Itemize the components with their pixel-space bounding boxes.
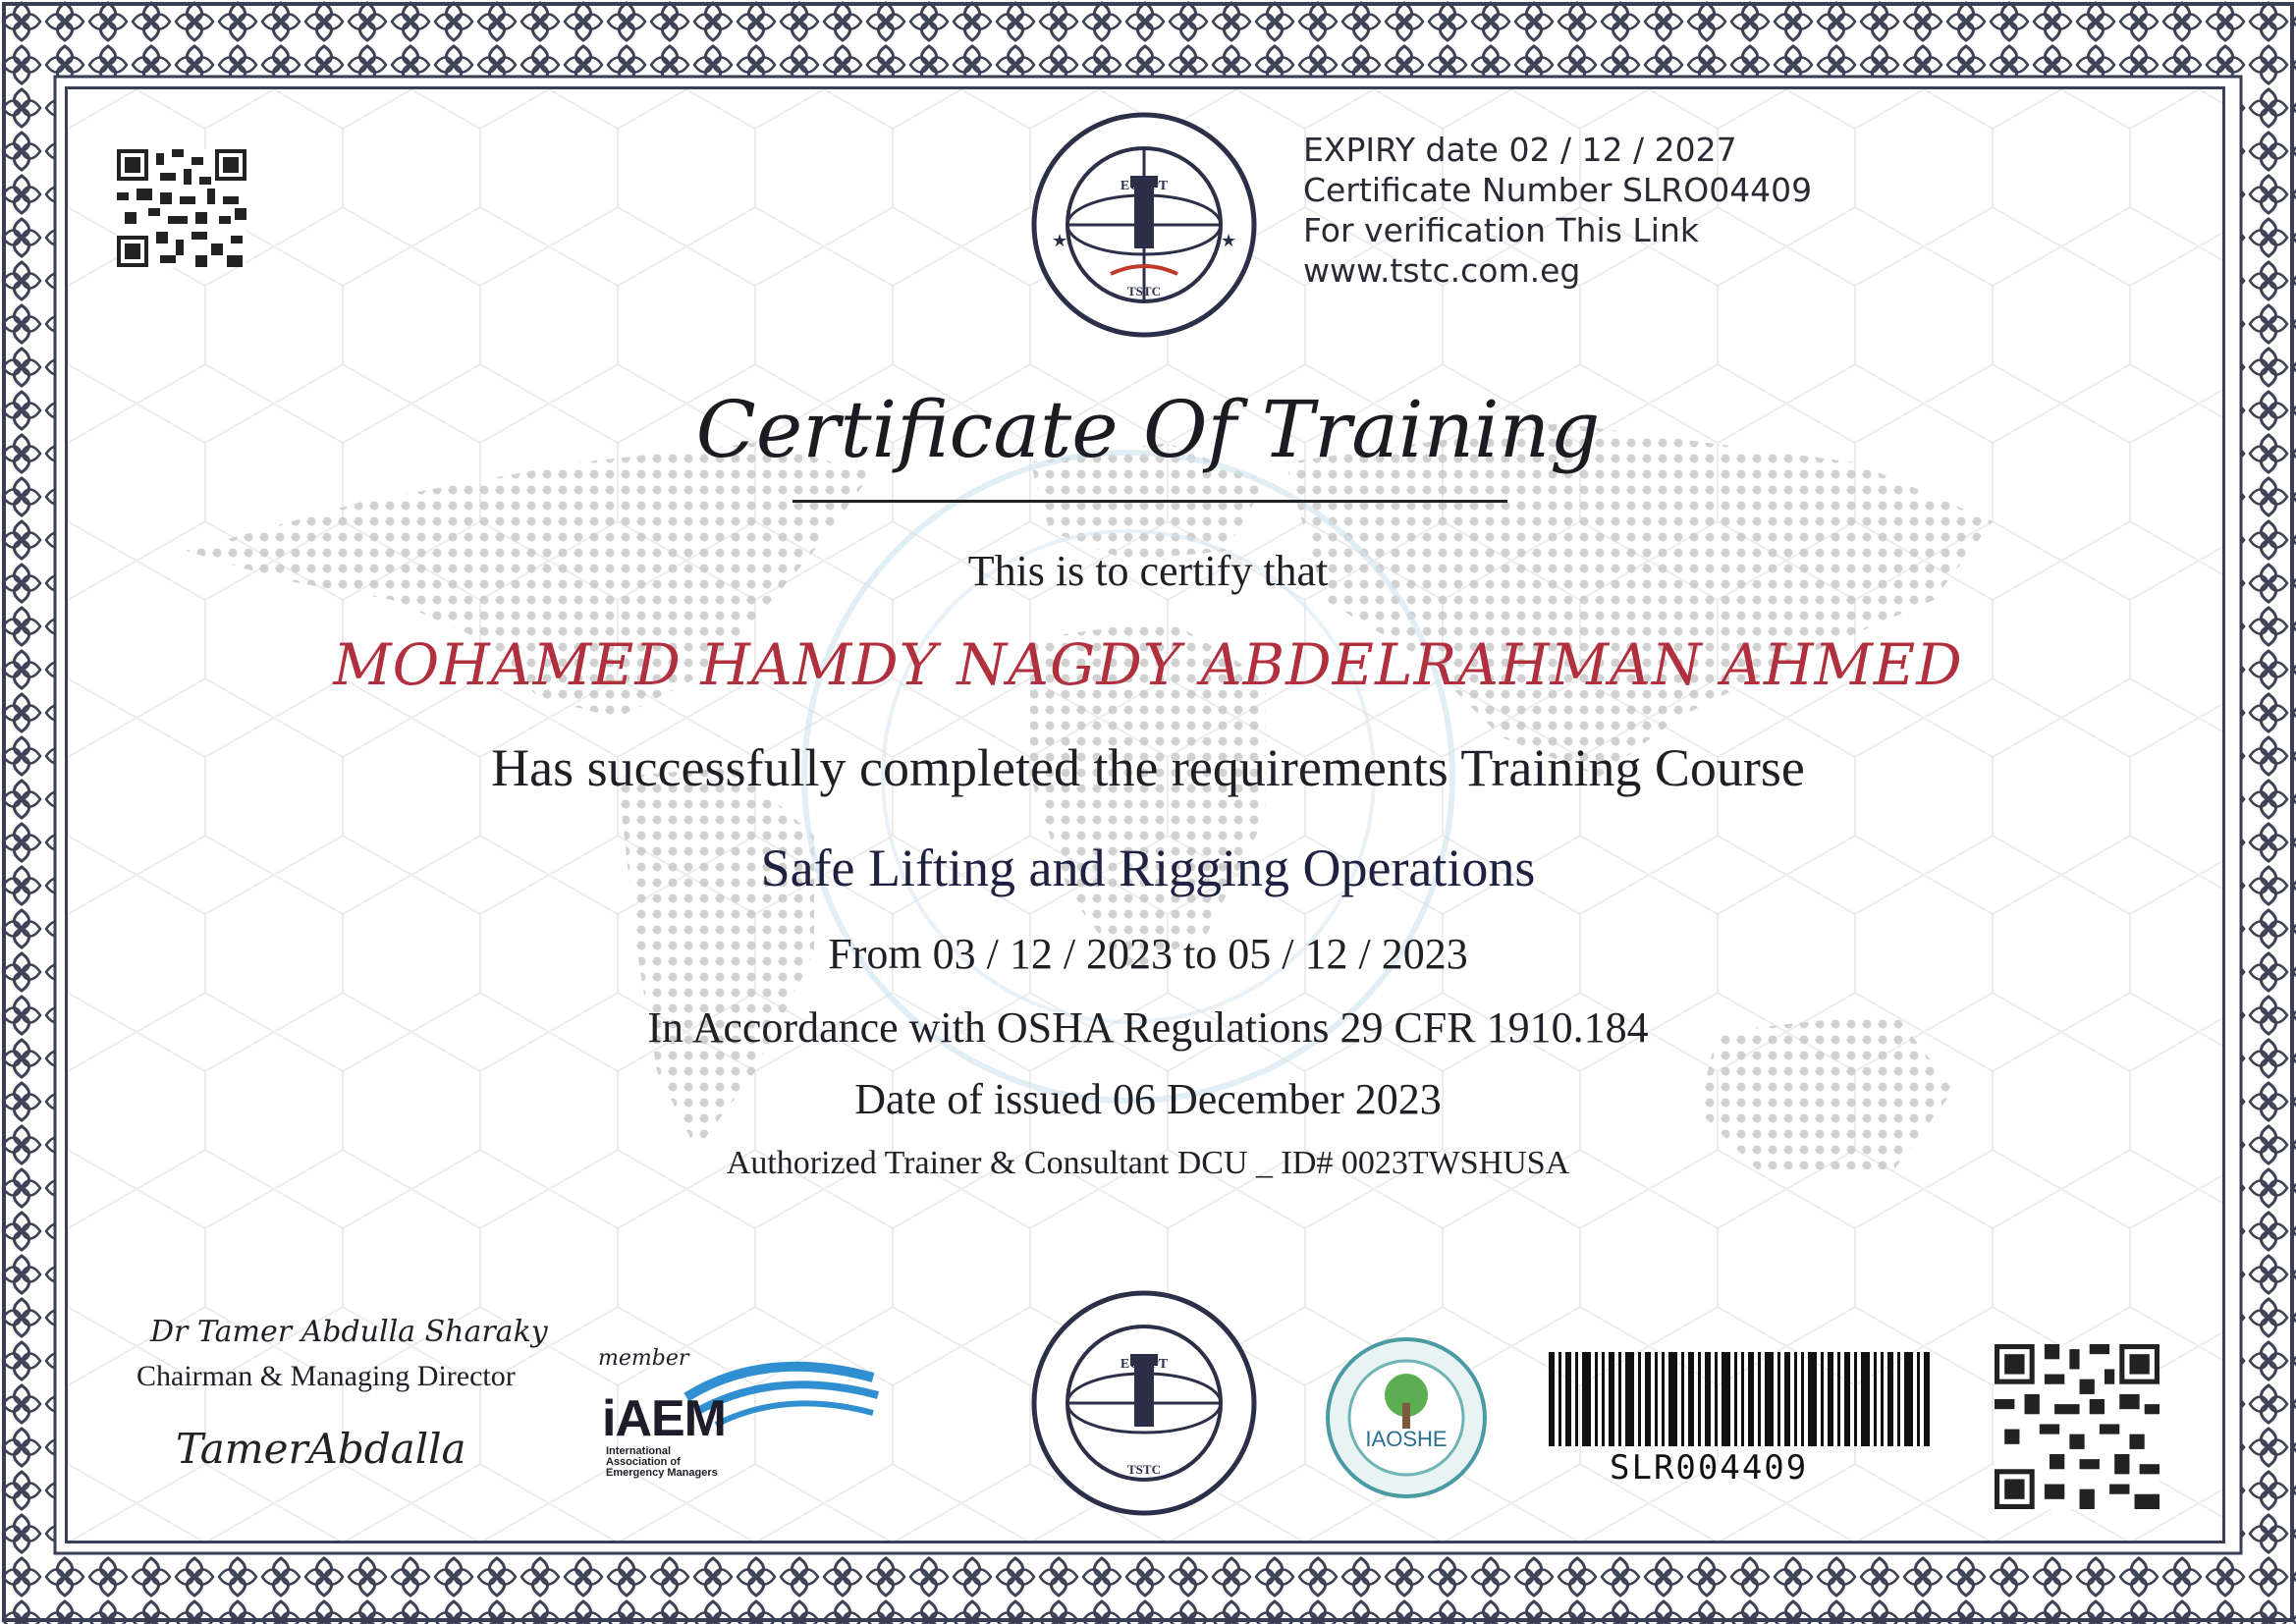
svg-text:EGYPT: EGYPT (1120, 1357, 1169, 1372)
iaem-acronym: iAEM (602, 1390, 726, 1447)
expiry-date: EXPIRY date 02 / 12 / 2027 (1303, 131, 1737, 169)
iaoshe-logo (1323, 1334, 1490, 1501)
barcode-text: SLR004409 (1610, 1448, 1809, 1488)
iaoshe-acronym: IAOSHE (1365, 1427, 1448, 1451)
completion-line: Has successfully completed the requirements Training Course (491, 738, 1805, 797)
tstc-logo-top (1028, 109, 1260, 341)
signature: TamerAbdalla (176, 1425, 466, 1473)
qr-code-bottom (1995, 1344, 2159, 1509)
course-dates: From 03 / 12 / 2023 to 05 / 12 / 2023 (828, 930, 1468, 978)
issue-date: Date of issued 06 December 2023 (854, 1075, 1442, 1123)
qr-code-top (117, 148, 246, 268)
svg-text:EGYPT: EGYPT (1120, 179, 1169, 193)
iaem-caption: International Association of Emergency Managers (606, 1445, 718, 1479)
trainer-id: Authorized Trainer & Consultant DCU _ ID# 0023TWSHUSA (726, 1145, 1570, 1181)
recipient-name: MOHAMED HAMDY NAGDY ABDELRAHMAN AHMED (333, 631, 1963, 698)
svg-text:★: ★ (1221, 231, 1237, 250)
regulation-line: In Accordance with OSHA Regulations 29 CFR 1910.184 (647, 1003, 1649, 1052)
barcode (1549, 1352, 1932, 1446)
tstc-logo-bottom (1028, 1287, 1260, 1519)
signatory-name: Dr Tamer Abdulla Sharaky (150, 1315, 548, 1349)
certificate-title: Certificate Of Training (695, 384, 1601, 475)
verification-label: For verification This Link (1303, 211, 1699, 249)
svg-text:TSTC: TSTC (1127, 284, 1161, 298)
certificate-number: Certificate Number SLRO04409 (1303, 171, 1813, 209)
svg-text:TSTC: TSTC (1127, 1462, 1161, 1477)
signatory-role: Chairman & Managing Director (137, 1360, 516, 1392)
iaem-member-label: member (598, 1346, 689, 1371)
title-underline (793, 500, 1507, 503)
iaem-logo (598, 1346, 893, 1484)
verification-url[interactable]: www.tstc.com.eg (1303, 251, 1581, 290)
certify-line: This is to certify that (967, 547, 1329, 595)
course-name: Safe Lifting and Rigging Operations (760, 839, 1536, 897)
certificate-panel (65, 86, 2225, 1543)
svg-text:★: ★ (1052, 231, 1068, 250)
